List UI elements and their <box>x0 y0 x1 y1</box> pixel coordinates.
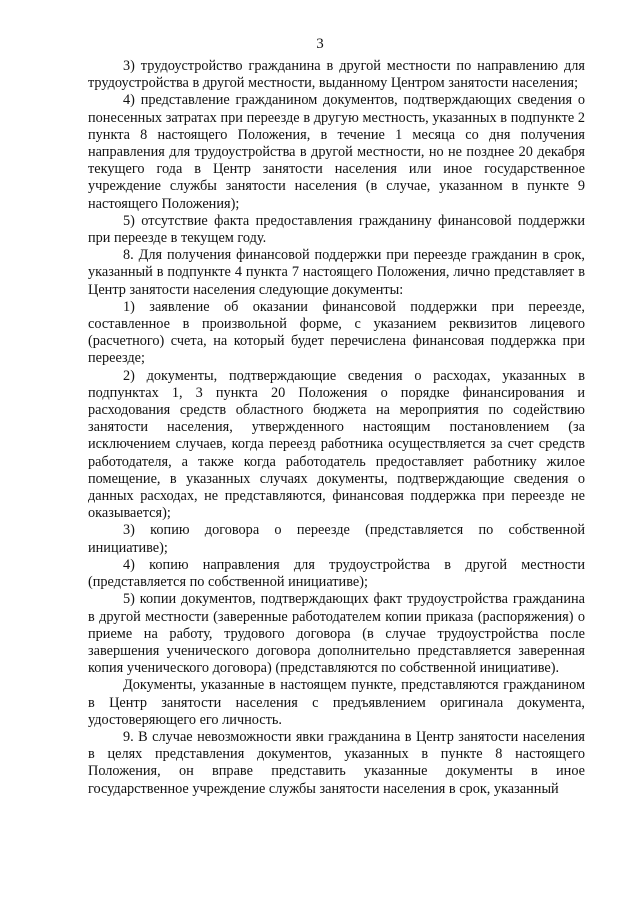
paragraph: 8. Для получения финансовой поддержки при переезде гражданин в срок, указанный в подпункте 4 пункта 7 настоящего Положения, лично представляет в Центр занятости населения следующие документы: <box>88 247 585 298</box>
paragraph: 5) отсутствие факта предоставления гражданину финансовой поддержки при переезде в текущем году. <box>88 212 585 247</box>
paragraph: 3) трудоустройство гражданина в другой местности по направлению для трудоустройства в другой местности, выданному Центром занятости населения; <box>88 58 585 92</box>
paragraph: 2) документы, подтверждающие сведения о расходах, указанных в подпунктах 1, 3 пункта 20 Положения о порядке финансирования и расходования средств областного бюджета на мероприятия по содействию занятости населения, утвержденного настоящим постановлением (за исключением случаев, когда переезд работника осуществляется за счет средств работодателя, а также когда работодатель предоставляет работнику жилое помещение, в указанных случаях документы, подтверждающие сведения о данных расходах, не представляются, финансовая поддержка при переезде не оказывается); <box>88 367 585 522</box>
paragraph: 5) копии документов, подтверждающих факт трудоустройства гражданина в другой местности (заверенные работодателем копии приказа (распоряжения) о приеме на работу, трудового договора (в случае трудоустройства после завершения ученического договора дополнительно представляется заверенная копия ученического договора) (представляются по собственной инициативе). <box>88 591 585 677</box>
paragraph: Документы, указанные в настоящем пункте, представляются гражданином в Центр занятости населения с предъявлением оригинала документа, удостоверяющего его личность. <box>88 677 585 728</box>
paragraph: 3) копию договора о переезде (представляется по собственной инициативе); <box>88 522 585 556</box>
paragraph: 1) заявление об оказании финансовой поддержки при переезде, составленное в произвольной форме, с указанием реквизитов лицевого (расчетного) счета, на который будет перечислена финансовая поддержка при переезде; <box>88 298 585 367</box>
page-number: 3 <box>316 36 324 52</box>
paragraph: 9. В случае невозможности явки гражданина в Центр занятости населения в целях представления документов, указанных в пункте 8 настоящего Положения, он вправе представить указанные документы в иное государственное учреждение службы занятости населения в срок, указанный <box>88 728 585 797</box>
paragraph: 4) копию направления для трудоустройства в другой местности (представляется по собственной инициативе); <box>88 556 585 591</box>
paragraph: 4) представление гражданином документов, подтверждающих сведения о понесенных затратах при переезде в другую местность, указанных в подпункте 2 пункта 8 настоящего Положения, в течение 1 месяца со дня получения направления для трудоустройства в другой местности, но не позднее 20 декабря текущего года в Центр занятости населения или иное государственное учреждение службы занятости населения (в случае, указанном в пункте 9 настоящего Положения); <box>88 92 585 212</box>
document-body <box>88 58 585 798</box>
